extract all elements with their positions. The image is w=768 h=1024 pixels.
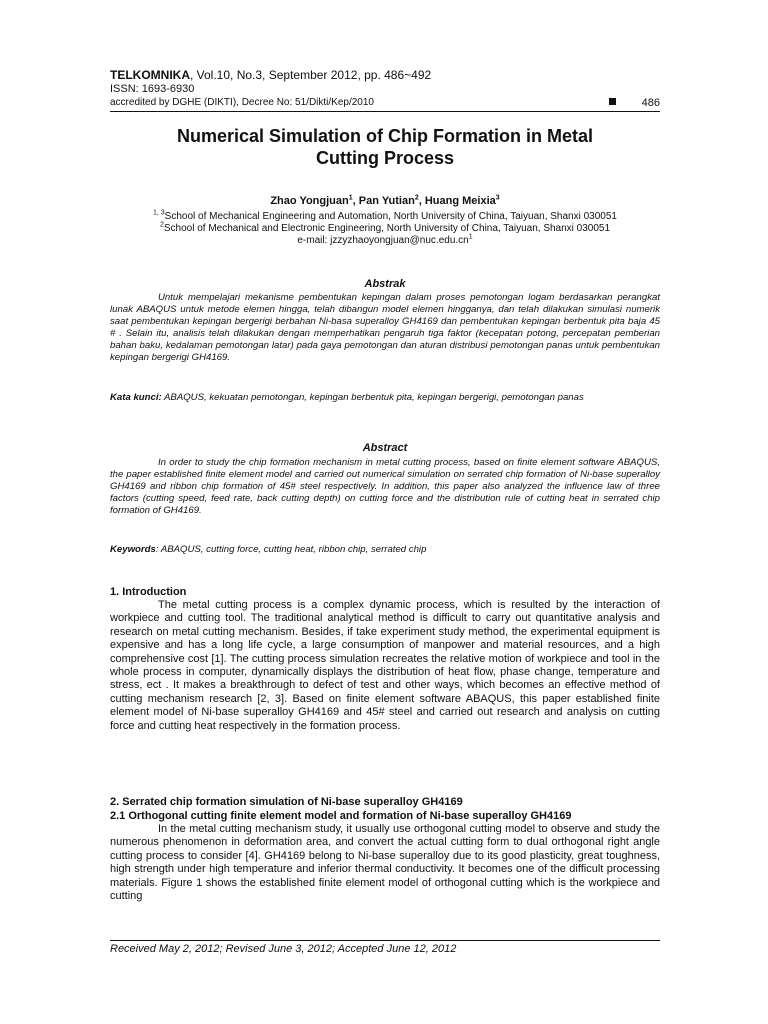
- abstrak-text: Untuk mempelajari mekanisme pembentukan kepingan dalam proses pemotongan logam berdasarkan perangkat lunak ABAQUS untuk metode elemen hingga, telah dibangun model elemen hingganya, dan telah dilakukan simulasi numerik saat pembentukan kepingan bergerigi berbahan Ni-basa superalloy GH4169 dan pembentukan kepingan berbentuk pita baja 45 # . Selain itu, analisis telah dilakukan dengan memperhatikan pengaruh tiga faktor (kecepatan potong, percepatan pemberian bahan baku, kedalaman pemotongan latar) pada gaya pemotongan dan aturan distribusi pemotongan panas untuk pembentukan kepingan bergerigi GH4169.: [110, 292, 660, 363]
- author-email: e-mail: $jzzyzhaoyongjuan@nuc.edu.cn^1$: [297, 233, 473, 246]
- header-rule: [110, 111, 660, 112]
- affiliation-1: $^{1, 3}$School of Mechanical Engineering and Automation, North University of China, Taiyuan, Shanxi 030051: [152, 209, 617, 222]
- received-dates: Received May 2, 2012; Revised June 3, 2012; Accepted June 12, 2012: [110, 943, 457, 955]
- keywords: Keywords: ABAQUS, cutting force, cutting heat, ribbon chip, serrated chip: [110, 544, 427, 555]
- journal-header: [110, 68, 660, 110]
- paper-title: Numerical Simulation of Chip Formation in Metal Cutting Process: [176, 126, 594, 168]
- author-list: Zhao Yongjuan$^1$, Pan Yutian$^2$, Huang Meixia$^3$: [270, 194, 500, 207]
- accreditation: accredited by DGHE (DIKTI), Decree No: 51/Dikti/Kep/2010: [110, 97, 374, 108]
- footer-rule: [110, 940, 660, 941]
- page-number: 486: [641, 97, 660, 109]
- square-bullet-icon: [609, 98, 616, 105]
- affiliation-2: $^2$School of Mechanical and Electronic Engineering, North University of China, Taiyuan, Shanxi 030051: [159, 221, 611, 234]
- kata-kunci: Kata kunci: ABAQUS, kekuatan pemotongan, kepingan berbentuk pita, kepingan bergerigi, pemotongan panas: [110, 392, 584, 403]
- abstract-text: In order to study the chip formation mechanism in metal cutting process, based on finite element software ABAQUS, the paper established finite element model and carried out numerical simulation on serrated chip formation of Ni-base superalloy GH4169 and ribbon chip formation of 45# steel respectively. In addition, this paper also analyzed the influence law of three factors (cutting speed, feed rate, back cutting depth) on cutting force and the distribution rule of cutting heat in serrated chip formation of GH4169.: [110, 457, 660, 516]
- journal-name: TELKOMNIKA: [110, 68, 190, 82]
- section-2-heading: 2. Serrated chip formation simulation of Ni-base superalloy GH4169: [110, 796, 463, 808]
- abstract-heading: Abstract: [362, 442, 408, 454]
- issn: ISSN: 1693-6930: [110, 83, 195, 95]
- section-1-text: The metal cutting process is a complex dynamic process, which is resulted by the interaction of workpiece and cutting tool. The traditional analytical method is difficult to carry out quantitative analysis and research on metal cutting mechanism. Besides, if take experiment study method, the experimental equipment is expensive and has a long life cycle, a large consumption of manpower and material resources, and a high comprehensive cost [1]. The cutting process simulation recreates the relative motion of workpiece and tool in the whole process in computer, dynamically displays the distribution of heat flow, phase change, temperature and stress, ect . It makes a breakthrough to defect of test and other ways, which becomes an effective method of cutting mechanism research [2, 3]. Based on finite element software ABAQUS, this paper established finite element model of Ni-base superalloy GH4169 and 45# steel and carried out research and analysis on cutting force and cutting heat respectively in the formation process.: [110, 599, 660, 732]
- journal-details: , Vol.10, No.3, September 2012, pp. 486~492: [190, 68, 432, 82]
- section-2-1-heading: 2.1 Orthogonal cutting finite element model and formation of Ni-base superalloy GH4169: [110, 810, 572, 822]
- section-2-text: In the metal cutting mechanism study, it usually use orthogonal cutting model to observe and study the numerous phenomenon in deformation area, and convert the actual cutting form to dual orthogonal right angle cutting process to consider [4]. GH4169 belong to Ni-base superalloy due to its good plasticity, great toughness, high strength under high temperature and inferior thermal conductivity. It becomes one of the difficult processing materials. Figure 1 shows the established finite element model of orthogonal cutting which is the workpiece and cutting: [110, 823, 660, 903]
- section-1-heading: 1. Introduction: [110, 586, 187, 598]
- abstrak-heading: Abstrak: [364, 278, 406, 290]
